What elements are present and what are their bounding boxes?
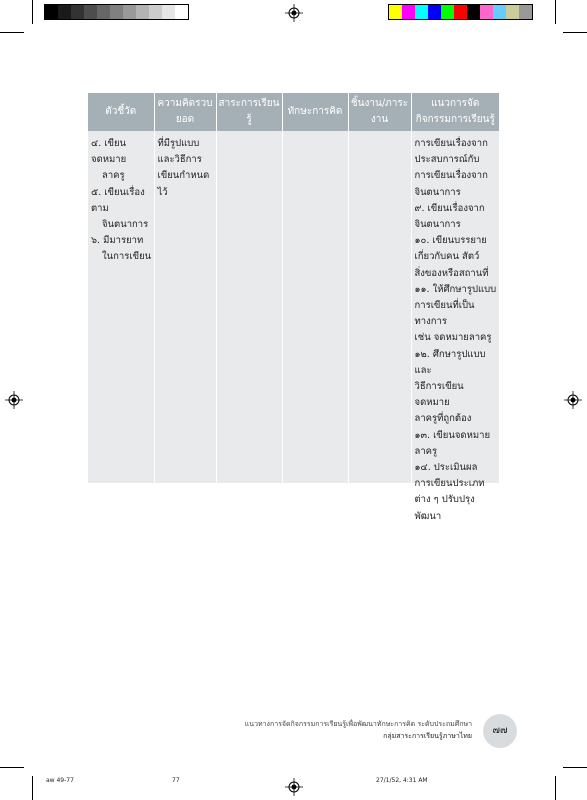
registration-mark-bottom-icon [285,778,303,796]
registration-mark-left-icon [5,391,23,409]
activity-line: การเขียนเรื่องจาก [414,170,488,182]
list-item: ๕. เขียนเรื่องตาม จินตนาการ [91,186,149,231]
color-swatch [454,5,467,19]
grayscale-calibration-bar [44,4,189,20]
color-swatch [415,5,428,19]
color-swatch [402,5,415,19]
color-swatch [506,5,519,19]
page-number-badge: ๗๗ [483,714,517,748]
gray-swatch [162,5,175,19]
slug-filename: aw 49-77 [46,777,74,784]
cell-content [216,131,282,525]
header-content: สาระการเรียนรู้ [216,93,282,131]
activity-line: ลาครูที่ถูกต้อง [414,413,472,425]
table-header-row [88,93,499,131]
learning-activity-table [88,93,499,522]
crop-mark-bottom-right-h [563,767,587,768]
gray-swatch [149,5,162,19]
color-swatch [389,5,402,19]
activity-line: เกี่ยวกับคน สัตว์ [414,251,480,263]
activity-line: วิธีการเขียนจดหมาย [414,381,464,409]
gray-swatch [71,5,84,19]
cell-indicators [88,131,154,525]
cell-activity-guideline [411,131,499,525]
activity-line: การเขียนเรื่องจาก [414,138,488,149]
header-concept: ความคิดรวบยอด [154,93,216,131]
gray-swatch [110,5,123,19]
registration-mark-right-icon [564,391,582,409]
gray-swatch [97,5,110,19]
activity-line: สิ่งของหรือสถานที่ [414,267,489,279]
footer-book-title: แนวทางการจัดกิจกรรมการเรียนรู้เพื่อพัฒนาทักษะการคิด ระดับประถมศึกษา [244,720,472,728]
header-indicator: ตัวชี้วัด [88,93,154,131]
activity-line: ๑๒. ศึกษารูปแบบและ [414,348,486,376]
gray-swatch [84,5,97,19]
cell-workpiece [348,131,411,525]
cell-thinking-skill [282,131,348,525]
gray-swatch [123,5,136,19]
header-thinking-skill: ทักษะการคิด [282,93,348,131]
crop-mark-top-right-v [555,0,556,24]
activity-line: ประสบการณ์กับ [414,154,480,166]
registration-mark-top-icon [285,4,303,22]
activity-line: ๑๓. เขียนจดหมาย [414,429,491,441]
crop-mark-bottom-left-v [32,776,33,800]
activity-line: จินตนาการ [414,186,461,198]
crop-mark-bottom-right-v [555,776,556,800]
color-calibration-bar [388,4,533,20]
activity-line: ๑๔. ประเมินผล [414,462,478,474]
gray-swatch [175,5,188,19]
activity-line: ๑๐. เขียนบรรยาย [414,235,487,247]
activity-line: จินตนาการ [414,219,461,231]
crop-mark-bottom-left-h [0,767,24,768]
color-swatch [519,5,532,19]
color-swatch [428,5,441,19]
color-swatch [493,5,506,19]
crop-mark-top-right-h [563,32,587,33]
activity-line: ลาครู [414,445,438,457]
gray-swatch [136,5,149,19]
gray-swatch [58,5,71,19]
header-activity-guideline: แนวการจัดกิจกรรมการเรียนรู้ [411,93,499,131]
gray-swatch [45,5,58,19]
activity-line: ๑๑. ให้ศึกษารูปแบบ [414,283,497,295]
list-item: ๔. เขียนจดหมาย ลาครู [91,138,127,182]
color-swatch [467,5,480,19]
slug-page: 77 [172,777,180,784]
cell-concept: ที่มีรูปแบบและวิธีการเขียนกำหนดไว้ [154,131,216,525]
slug-datetime: 27/1/52, 4:31 AM [376,777,428,784]
color-swatch [480,5,493,19]
activity-line: การเขียนที่เป็นทางการ [414,300,475,328]
list-item: ๖. มีมารยาท ในการเขียน [91,235,152,263]
activity-line: เช่น จดหมายลาครู [414,332,492,344]
activity-line: ต่าง ๆ ปรับปรุงพัฒนา [414,494,475,522]
crop-mark-top-left-h [0,32,24,33]
table-row [88,131,499,525]
header-workpiece: ชิ้นงาน/ภาระงาน [348,93,411,131]
activity-line: ๙. เขียนเรื่องจาก [414,202,485,214]
crop-mark-top-left-v [32,0,33,24]
activity-line: การเขียนประเภท [414,478,485,490]
footer-subject-group: กลุ่มสาระการเรียนรู้ภาษาไทย [383,732,472,740]
color-swatch [441,5,454,19]
